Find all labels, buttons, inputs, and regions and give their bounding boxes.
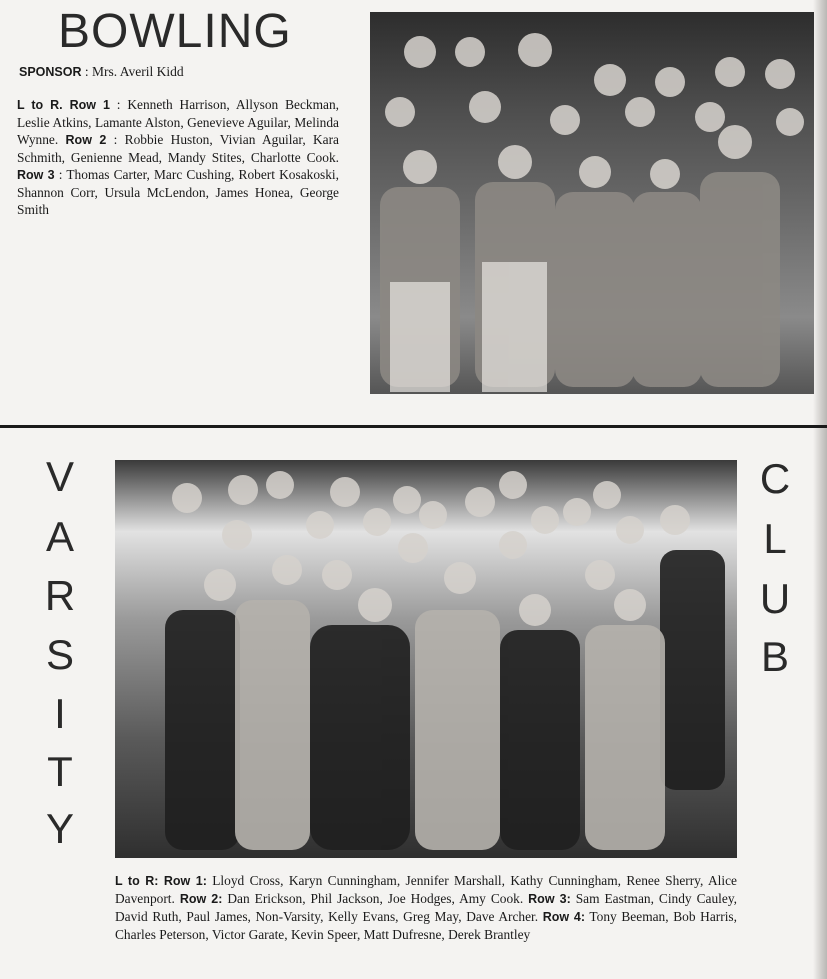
varsity-row2-label: Row 2: xyxy=(179,892,223,906)
bowling-sponsor xyxy=(19,64,349,80)
club-letter-l: L xyxy=(763,515,787,562)
bowling-caption-lead: L to R. Row 1 xyxy=(17,98,110,112)
varsity-letter-s: S xyxy=(45,631,74,678)
varsity-row2-names: Dan Erickson, Phil Jackson, Joe Hodges, Amy Cook. xyxy=(222,891,529,906)
bowling-title: BOWLING xyxy=(58,5,292,58)
club-letter-u: U xyxy=(759,575,791,622)
sponsor-name: Mrs. Averil Kidd xyxy=(92,64,184,79)
bowling-row1-names: : Kenneth Harrison, Allyson Beckman, Leslie Atkins, Lamante Alston, Genevieve Aguilar, Melinda Wynne. xyxy=(17,97,340,147)
bowling-photo-figures xyxy=(370,12,814,394)
bowling-caption xyxy=(17,96,339,218)
varsity-row3-names: Sam Eastman, Cindy Cauley, David Ruth, Paul James, Non-Varsity, Kelly Evans, Greg May, Dave Archer. xyxy=(115,891,737,924)
bowling-team-photo xyxy=(370,12,814,394)
varsity-photo-figures xyxy=(115,460,737,858)
varsity-row1-label: L to R: Row 1: xyxy=(115,874,207,888)
varsity-letter-a: A xyxy=(45,513,74,560)
varsity-row1-names: Lloyd Cross, Karyn Cunningham, Jennifer Marshall, Kathy Cunningham, Renee Sherry, Alice Davenport. xyxy=(115,873,737,906)
varsity-letter-y: Y xyxy=(45,805,74,852)
section-divider xyxy=(0,425,827,428)
sponsor-label: SPONSOR xyxy=(19,65,82,79)
bowling-row3-names: : Thomas Carter, Marc Cushing, Robert Kosakoski, Shannon Corr, Ursula McLendon, James Honea, George Smith xyxy=(17,167,340,217)
page-edge-shadow xyxy=(813,0,827,979)
club-letter-b: B xyxy=(760,633,789,680)
varsity-letter-v: V xyxy=(45,453,74,500)
varsity-row4-label: Row 4: xyxy=(542,910,586,924)
varsity-letter-r: R xyxy=(44,572,76,619)
varsity-row4-names: Tony Beeman, Bob Harris, Charles Peterson, Victor Garate, Kevin Speer, Matt Dufresne, Derek Brantley xyxy=(115,909,737,942)
varsity-row3-label: Row 3: xyxy=(528,892,571,906)
bowling-row3-label: Row 3 xyxy=(17,168,55,182)
sponsor-separator: : xyxy=(81,64,93,79)
varsity-letter-t: T xyxy=(47,748,73,795)
varsity-letter-i: I xyxy=(54,690,66,737)
bowling-row2-names: : Robbie Huston, Vivian Aguilar, Kara Schmith, Genienne Mead, Mandy Stites, Charlotte Cook. xyxy=(17,132,340,165)
bowling-row2-label: Row 2 xyxy=(65,133,107,147)
varsity-club-photo xyxy=(115,460,737,858)
club-letter-c: C xyxy=(759,455,791,502)
varsity-caption xyxy=(115,872,737,943)
